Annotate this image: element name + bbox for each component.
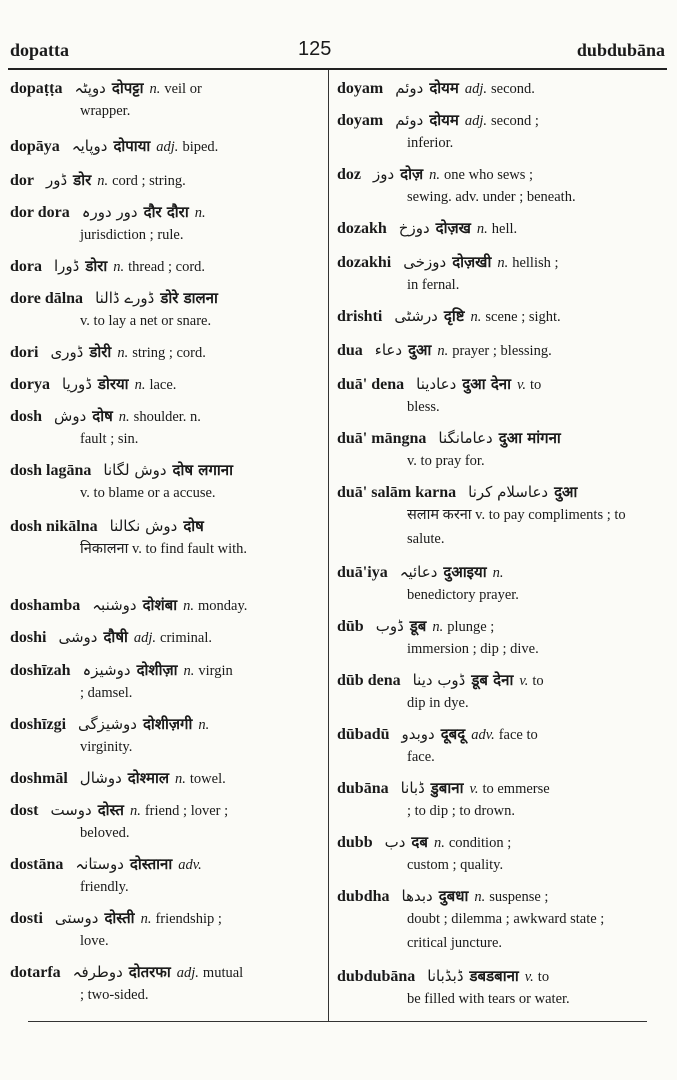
header-rule (8, 68, 667, 70)
hindi-spelling: डूब (409, 617, 427, 635)
urdu-spelling: دوطرفہ (72, 963, 123, 981)
urdu-spelling: دوستانہ (75, 855, 124, 873)
part-of-speech: n. (175, 771, 186, 787)
dictionary-entry (10, 906, 310, 953)
headword: dua (337, 342, 363, 359)
dictionary-entry (337, 614, 629, 661)
definition-continuation: face. (407, 749, 435, 765)
hindi-spelling: दुआ मांगना (498, 429, 561, 447)
hindi-spelling: दोशीज़ा (136, 661, 178, 679)
urdu-spelling: دوپایہ (71, 137, 108, 155)
part-of-speech: n. (432, 619, 444, 635)
dictionary-entry (337, 722, 629, 769)
headword: duā' salām karna (337, 484, 457, 501)
dictionary-entry (337, 560, 629, 607)
urdu-spelling: دوئم (395, 111, 424, 129)
headword: duā' māngna (337, 430, 427, 447)
part-of-speech: adv. (471, 727, 495, 743)
part-of-speech: adj. (176, 965, 199, 981)
dictionary-entry (337, 108, 629, 155)
urdu-spelling: ڈورا (54, 257, 80, 275)
dictionary-entry (10, 134, 310, 157)
definition-continuation: be filled with tears or water. (407, 991, 570, 1007)
headword: doshamba (10, 597, 81, 614)
headword: dore dālna (10, 290, 84, 307)
definition-continuation: v. to pray for. (407, 453, 485, 469)
definition-continuation: ; two-sided. (80, 987, 149, 1003)
part-of-speech: n. (470, 309, 482, 325)
definition: criminal. (160, 630, 212, 646)
part-of-speech: n. (183, 598, 194, 614)
dictionary-entry (337, 964, 629, 1011)
dictionary-entry (337, 668, 629, 715)
part-of-speech: n. (118, 409, 130, 425)
urdu-spelling: ڈبانا (400, 779, 425, 797)
urdu-spelling: دب (384, 833, 406, 851)
definition-continuation: v. to lay a net or snare. (80, 313, 212, 329)
urdu-spelling: دوش (54, 407, 87, 425)
part-of-speech: n. (117, 345, 129, 361)
part-of-speech: n. (149, 81, 161, 97)
hindi-spelling: दोज़ख (435, 219, 471, 237)
urdu-spelling: دوست (50, 801, 92, 819)
definition-continuation: सलाम करना v. to pay compliments ; to salute. (407, 507, 626, 547)
dictionary-entry (10, 798, 310, 845)
headword: dubdubāna (337, 968, 416, 985)
headword: doyam (337, 80, 384, 97)
urdu-spelling: دوز (373, 165, 395, 183)
part-of-speech: adj. (464, 81, 488, 97)
hindi-spelling: दोज़खी (452, 253, 492, 271)
hindi-spelling: डोरा (85, 257, 108, 275)
hindi-spelling: दोस्त (97, 801, 124, 819)
part-of-speech: n. (183, 663, 195, 679)
dictionary-entry (337, 162, 629, 209)
part-of-speech: n. (433, 835, 445, 851)
definition-continuation: in fernal. (407, 277, 460, 293)
part-of-speech: n. (437, 343, 449, 359)
headword: dūb dena (337, 672, 401, 689)
headword: dosh (10, 408, 43, 425)
hindi-spelling: डूब देना (471, 671, 514, 689)
headword: doshmāl (10, 770, 68, 787)
dictionary-entry (337, 250, 629, 297)
dictionary-entry (10, 286, 310, 333)
definition: face to (498, 727, 538, 743)
headword: doz (337, 166, 361, 183)
hindi-spelling: दोपट्टा (111, 79, 144, 97)
urdu-spelling: ڈبڈبانا (427, 967, 464, 985)
urdu-spelling: دوشیزگی (78, 715, 137, 733)
hindi-spelling: दोतरफा (128, 963, 171, 981)
part-of-speech: n. (429, 167, 441, 183)
part-of-speech: v. (519, 673, 529, 689)
hindi-spelling: डबडबाना (469, 967, 519, 985)
definition: to (530, 377, 542, 393)
definition: biped. (182, 139, 219, 155)
urdu-spelling: دعامانگنا (438, 429, 493, 447)
part-of-speech: n. (492, 565, 504, 581)
definition-continuation: bless. (407, 399, 440, 415)
definition: monday. (197, 598, 248, 614)
page-number: 125 (298, 38, 332, 60)
headword: dozakhi (337, 254, 392, 271)
hindi-spelling: दुआ (408, 341, 432, 359)
dictionary-entry (337, 480, 629, 551)
part-of-speech: adv. (178, 857, 202, 873)
definition-continuation: ; damsel. (80, 685, 133, 701)
headword: dosh lagāna (10, 462, 92, 479)
dictionary-entry (337, 426, 629, 473)
dictionary-entry (337, 304, 629, 327)
hindi-spelling: दुआ देना (462, 375, 511, 393)
urdu-spelling: دبدھا (401, 887, 433, 905)
part-of-speech: n. (476, 221, 488, 237)
dictionary-entry (337, 338, 629, 361)
hindi-spelling: दोस्ती (104, 909, 135, 927)
urdu-spelling: ڈورے ڈالنا (95, 289, 155, 307)
dictionary-entry (10, 852, 310, 899)
headword: dostāna (10, 856, 64, 873)
urdu-spelling: دعاسلام کرنا (468, 483, 549, 501)
column-divider (328, 70, 329, 1022)
dictionary-entry (337, 216, 629, 239)
definition: friendship ; (155, 911, 222, 927)
footer-rule (28, 1021, 647, 1022)
dictionary-entry (10, 200, 310, 247)
urdu-spelling: ڈور (46, 171, 68, 189)
definition-continuation: custom ; quality. (407, 857, 504, 873)
header-left-guide-word: dopatta (10, 40, 70, 60)
definition: lace. (149, 377, 177, 393)
part-of-speech: n. (497, 255, 509, 271)
urdu-spelling: ڈوب دینا (412, 671, 466, 689)
definition-continuation: beloved. (80, 825, 130, 841)
headword: dūbadū (337, 726, 390, 743)
definition-continuation: benedictory prayer. (407, 587, 519, 603)
headword: dubb (337, 834, 373, 851)
definition: thread ; cord. (128, 259, 206, 275)
hindi-spelling: डोरे डालना (160, 289, 218, 307)
urdu-spelling: دوشی (58, 628, 98, 646)
definition: string ; cord. (132, 345, 206, 361)
definition: mutual (202, 965, 244, 981)
definition-continuation: virginity. (80, 739, 133, 755)
part-of-speech: v. (524, 969, 534, 985)
urdu-spelling: ڈوریا (62, 375, 92, 393)
part-of-speech: n. (134, 377, 146, 393)
headword: dora (10, 258, 42, 275)
headword: dozakh (337, 220, 387, 237)
definition: towel. (189, 771, 226, 787)
part-of-speech: adj. (156, 139, 179, 155)
part-of-speech: n. (113, 259, 125, 275)
urdu-spelling: دوبدو (401, 725, 435, 743)
urdu-spelling: دوزخ (398, 219, 430, 237)
definition: prayer ; blessing. (452, 343, 552, 359)
dictionary-entry (10, 625, 310, 648)
headword: dopāya (10, 138, 60, 155)
urdu-spelling: دوستی (54, 909, 99, 927)
urdu-spelling: دعادینا (416, 375, 457, 393)
dictionary-entry (337, 830, 629, 877)
headword: doshi (10, 629, 47, 646)
headword: dost (10, 802, 39, 819)
part-of-speech: adj. (464, 113, 488, 129)
urdu-spelling: دور دورہ (81, 203, 138, 221)
definition: plunge ; (447, 619, 495, 635)
headword: duā' dena (337, 376, 405, 393)
dictionary-entry (337, 884, 629, 955)
hindi-spelling: डोर (73, 171, 92, 189)
hindi-spelling: डोरी (89, 343, 112, 361)
headword: dosti (10, 910, 43, 927)
hindi-spelling: दोयम (429, 111, 459, 129)
definition-continuation: fault ; sin. (80, 431, 139, 447)
hindi-spelling: दौर दौरा (143, 203, 189, 221)
headword: dor (10, 172, 34, 189)
dictionary-entry (10, 514, 310, 561)
definition: second. (491, 81, 535, 97)
urdu-spelling: دعائیہ (399, 563, 438, 581)
headword: dori (10, 344, 39, 361)
hindi-spelling: दोष (92, 407, 113, 425)
urdu-spelling: ڈوری (50, 343, 84, 361)
definition-continuation: sewing. adv. under ; beneath. (407, 189, 576, 205)
definition-continuation: ; to dip ; to drown. (407, 803, 515, 819)
dictionary-entry (10, 372, 310, 395)
dictionary-entry (337, 776, 629, 823)
headword: dūb (337, 618, 364, 635)
definition: to (537, 969, 550, 985)
headword: dosh nikālna (10, 518, 98, 535)
hindi-spelling: दृष्टि (443, 307, 465, 325)
dictionary-entry (10, 458, 310, 505)
dictionary-entry (10, 712, 310, 759)
hindi-spelling: दुबधा (438, 887, 469, 905)
dictionary-entry (10, 766, 310, 789)
dictionary-entry (10, 658, 310, 705)
hindi-spelling: डुबाना (430, 779, 464, 797)
headword: dopaṭṭa (10, 80, 63, 97)
definition-continuation: love. (80, 933, 109, 949)
urdu-spelling: دوشنبہ (92, 596, 137, 614)
hindi-spelling: दुआइया (443, 563, 487, 581)
hindi-spelling: दब (411, 833, 428, 851)
urdu-spelling: دوزخی (403, 253, 447, 271)
definition: friend ; lover ; (144, 803, 229, 819)
headword: dor dora (10, 204, 70, 221)
urdu-spelling: ڈوب (375, 617, 404, 635)
part-of-speech: n. (194, 205, 206, 221)
urdu-spelling: دوئم (395, 79, 424, 97)
dictionary-entry (10, 960, 310, 1007)
hindi-spelling: दोपाया (113, 137, 151, 155)
definition: hell. (491, 221, 518, 237)
definition-continuation: dip in dye. (407, 695, 469, 711)
definition: to emmerse (482, 781, 550, 797)
header-right-guide-word: dubdubāna (576, 40, 665, 60)
definition-continuation: immersion ; dip ; dive. (407, 641, 539, 657)
definition-continuation: inferior. (407, 135, 454, 151)
hindi-spelling: दोष (183, 517, 204, 535)
urdu-spelling: دوشال (79, 769, 122, 787)
definition-continuation: निकालना v. to find fault with. (80, 541, 247, 557)
definition-continuation: friendly. (80, 879, 129, 895)
definition-continuation: jurisdiction ; rule. (80, 227, 184, 243)
headword: doshīzah (10, 662, 71, 679)
definition: veil or (164, 81, 202, 97)
urdu-spelling: دوشیزہ (82, 661, 131, 679)
definition: scene ; sight. (485, 309, 561, 325)
headword: doshīzgi (10, 716, 67, 733)
hindi-spelling: दूबदू (440, 725, 466, 743)
hindi-spelling: दोस्ताना (129, 855, 173, 873)
urdu-spelling: دوپٹہ (74, 79, 106, 97)
definition: virgin (198, 663, 233, 679)
dictionary-entry (10, 593, 310, 616)
hindi-spelling: दोश्माल (127, 769, 170, 787)
definition: to (532, 673, 544, 689)
part-of-speech: v. (469, 781, 479, 797)
part-of-speech: n. (97, 173, 109, 189)
definition-continuation: v. to blame or a accuse. (80, 485, 216, 501)
hindi-spelling: दोशीज़गी (142, 715, 193, 733)
headword: dubdha (337, 888, 390, 905)
hindi-spelling: दुआ (554, 483, 578, 501)
hindi-spelling: दोष लगाना (172, 461, 233, 479)
hindi-spelling: डोरया (97, 375, 129, 393)
part-of-speech: n. (474, 889, 486, 905)
definition: shoulder. n. (133, 409, 201, 425)
headword: dorya (10, 376, 50, 393)
definition: condition ; (448, 835, 512, 851)
dictionary-entry (10, 254, 310, 277)
definition-continuation: wrapper. (80, 103, 131, 119)
part-of-speech: adj. (133, 630, 157, 646)
dictionary-entry (10, 76, 310, 123)
headword: doyam (337, 112, 384, 129)
hindi-spelling: दोशंबा (142, 596, 178, 614)
urdu-spelling: دوش نکالنا (109, 517, 178, 535)
hindi-spelling: दौषी (103, 628, 128, 646)
headword: dotarfa (10, 964, 61, 981)
definition: one who sews ; (444, 167, 534, 183)
headword: duā'iya (337, 564, 388, 581)
definition: second ; (491, 113, 539, 129)
headword: drishti (337, 308, 383, 325)
hindi-spelling: दोयम (429, 79, 459, 97)
part-of-speech: n. (129, 803, 141, 819)
part-of-speech: n. (198, 717, 210, 733)
definition-continuation: doubt ; dilemma ; awkward state ; critical juncture. (407, 911, 605, 951)
definition: suspense ; (489, 889, 549, 905)
part-of-speech: n. (140, 911, 152, 927)
definition: cord ; string. (112, 173, 186, 189)
dictionary-entry (337, 372, 629, 419)
definition: hellish ; (512, 255, 559, 271)
dictionary-entry (10, 168, 310, 191)
hindi-spelling: दोज़ (400, 165, 424, 183)
dictionary-entry (337, 76, 629, 99)
urdu-spelling: دوش لگانا (103, 461, 167, 479)
part-of-speech: v. (517, 377, 526, 393)
dictionary-entry (10, 404, 310, 451)
urdu-spelling: دعاء (374, 341, 403, 359)
headword: dubāna (337, 780, 389, 797)
urdu-spelling: درشٹی (394, 307, 438, 325)
dictionary-entry (10, 340, 310, 363)
